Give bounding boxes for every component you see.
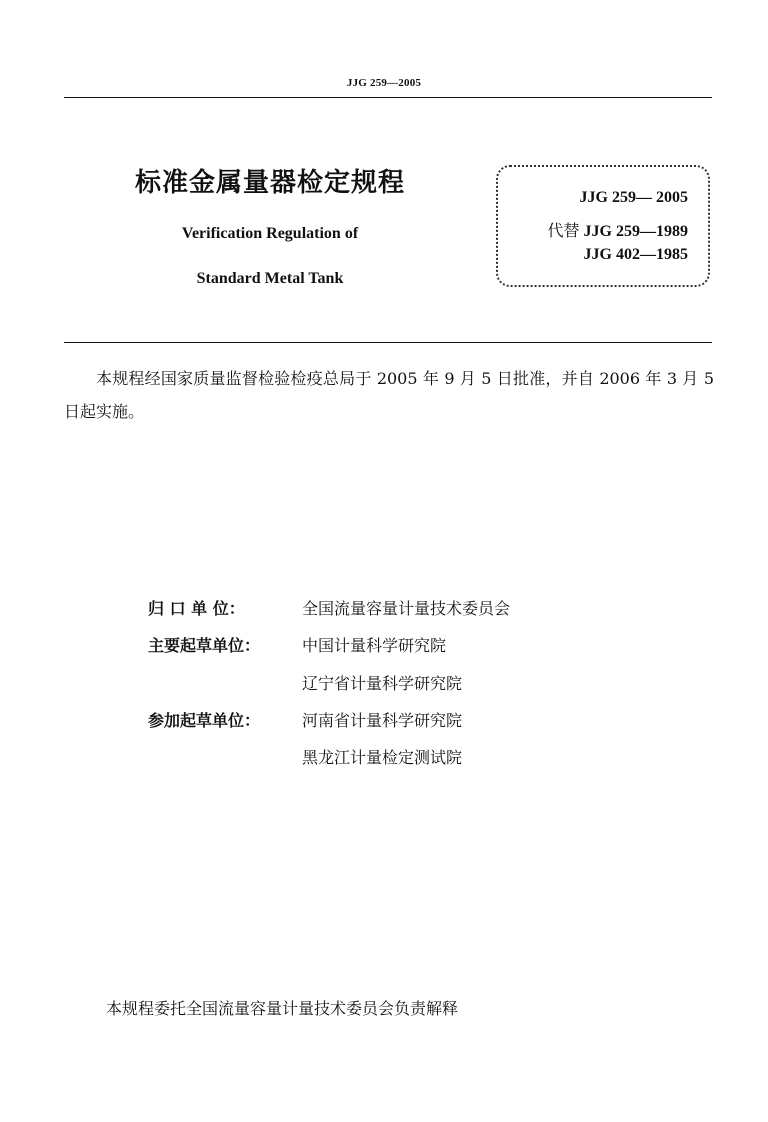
replaces-code-1: JJG 259—1989 <box>583 223 688 240</box>
participating-drafting-unit-label: 参加起草单位： <box>148 711 261 730</box>
main-drafting-unit-row <box>148 633 446 656</box>
title-english-line1: Verification Regulation of <box>181 225 359 242</box>
header-rule <box>64 97 712 98</box>
title-rule <box>64 342 712 343</box>
running-header: JJG 259—2005 <box>346 77 422 89</box>
title-chinese: 标准金属量器检定规程 <box>134 168 405 198</box>
replaces-code-2: JJG 402—1985 <box>583 246 688 263</box>
responsible-unit-value: 全国流量容量计量技术委员会 <box>302 599 511 618</box>
participating-drafting-unit-row-2 <box>148 745 462 768</box>
main-drafting-unit-value-1: 中国计量科学研究院 <box>302 636 447 655</box>
responsible-unit-row <box>148 596 510 619</box>
participating-drafting-unit-row <box>148 708 462 731</box>
interpretation-note: 本规程委托全国流量容量计量技术委员会负责解释 <box>106 999 459 1018</box>
approval-statement: 本规程经国家质量监督检验检疫总局于 2005 年 9 月 5 日批准，并自 2006 年 3 月 5 日起实施。 <box>64 369 714 421</box>
current-code: JJG 259— 2005 <box>579 189 688 206</box>
main-drafting-unit-label: 主要起草单位： <box>148 636 261 655</box>
participating-drafting-unit-value-1: 河南省计量科学研究院 <box>302 711 463 730</box>
participating-drafting-unit-value-2: 黑龙江计量检定测试院 <box>302 748 463 767</box>
responsible-unit-label: 归 口 单 位： <box>148 599 245 618</box>
main-drafting-unit-value-2: 辽宁省计量科学研究院 <box>302 674 463 693</box>
replaces-line <box>548 218 688 241</box>
title-english-line2: Standard Metal Tank <box>196 270 344 287</box>
replaces-label: 代替 <box>547 221 580 240</box>
code-box <box>496 165 710 287</box>
main-drafting-unit-row-2 <box>148 671 462 694</box>
